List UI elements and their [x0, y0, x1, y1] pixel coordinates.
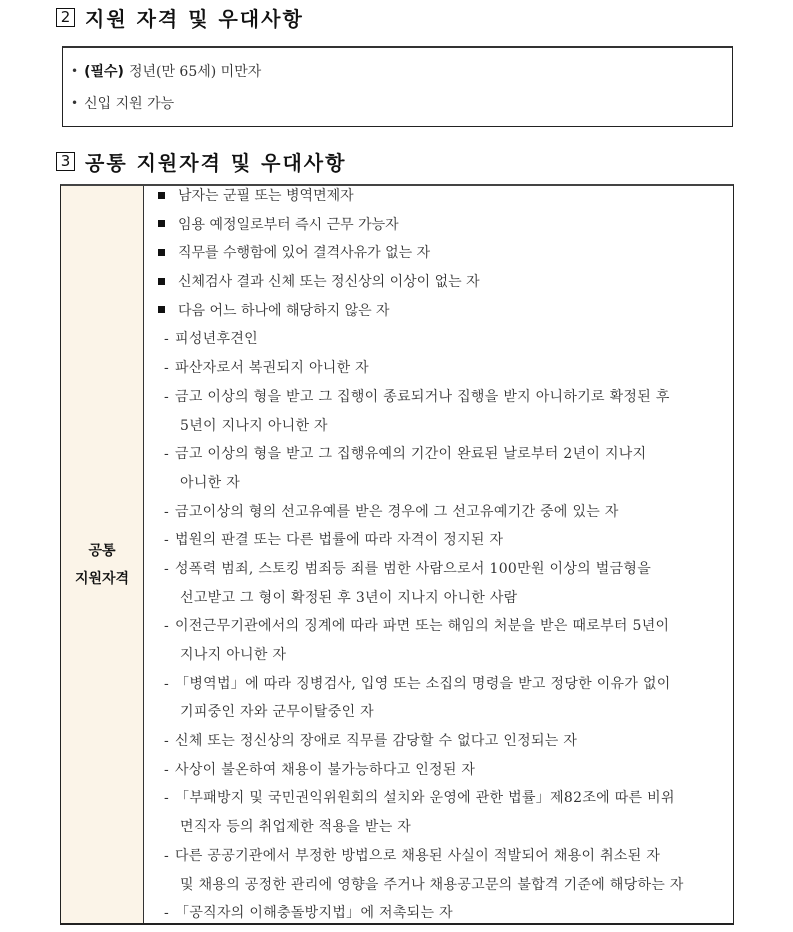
section-3-heading [56, 147, 346, 176]
item-text: 피성년후견인 [175, 331, 258, 348]
sub-item [144, 440, 733, 469]
section-title: 지원 자격 및 우대사항 [85, 7, 304, 31]
sub-item [144, 784, 733, 813]
section-2-heading [56, 3, 304, 32]
bullet-icon: • [71, 96, 79, 110]
section-number-box: 3 [56, 152, 75, 171]
list-item [144, 268, 733, 297]
item-text: 금고 이상의 형을 받고 그 집행이 종료되거나 집행을 받지 아니하기로 확정된 후 [175, 388, 670, 405]
item-text: 임용 예정일로부터 즉시 근무 가능자 [178, 216, 399, 233]
sub-item-continuation [144, 412, 733, 441]
dash-bullet-icon: - [164, 532, 170, 549]
dash-bullet-icon: - [164, 446, 170, 463]
sub-item [144, 526, 733, 555]
square-bullet-icon [158, 278, 165, 285]
section-number-box: 2 [56, 8, 75, 27]
dash-bullet-icon: - [164, 331, 170, 348]
sub-item [144, 842, 733, 871]
dash-bullet-icon: - [164, 733, 170, 750]
sub-item [144, 612, 733, 641]
item-text: 5년이 지나지 아니한 자 [180, 417, 328, 434]
item-text: 신체 또는 정신상의 장애로 직무를 감당할 수 없다고 인정되는 자 [175, 733, 578, 750]
sub-item [144, 498, 733, 527]
sub-item [144, 899, 733, 928]
table-content-cell [144, 186, 733, 923]
dash-bullet-icon: - [164, 503, 170, 520]
eligibility-box [62, 46, 733, 127]
item-text: 법원의 판결 또는 다른 법률에 따라 자격이 정지된 자 [175, 532, 504, 549]
item-text: 아니한 자 [180, 474, 241, 491]
list-item [144, 211, 733, 240]
sub-item-continuation [144, 469, 733, 498]
label-line-2: 지원자격 [74, 570, 130, 587]
item-text: 지나지 아니한 자 [180, 647, 287, 663]
square-bullet-icon [158, 220, 165, 227]
sub-item-continuation [144, 813, 733, 842]
square-bullet-icon [158, 249, 165, 256]
list-item [144, 239, 733, 268]
item-text: 사상이 불온하여 채용이 불가능하다고 인정된 자 [175, 761, 476, 778]
sub-item [144, 670, 733, 699]
dash-bullet-icon: - [164, 790, 170, 807]
eligibility-text: 정년(만 65세) 미만자 [128, 64, 262, 80]
sub-item [144, 756, 733, 785]
section-title: 공통 지원자격 및 우대사항 [85, 151, 347, 175]
sub-item-continuation [144, 698, 733, 727]
item-text: 남자는 군필 또는 병역면제자 [178, 188, 354, 204]
item-text: 다른 공공기관에서 부정한 방법으로 채용된 사실이 적발되어 채용이 취소된 자 [175, 847, 661, 864]
sub-item [144, 727, 733, 756]
list-item [144, 297, 733, 326]
item-text: 및 채용의 공정한 관리에 영향을 주거나 채용공고문의 불합격 기준에 해당하는 자 [180, 876, 684, 893]
eligibility-item [71, 61, 261, 81]
item-text: 기피중인 자와 군무이탈중인 자 [180, 704, 374, 721]
dash-bullet-icon: - [164, 560, 170, 577]
sub-item [144, 555, 733, 584]
dash-bullet-icon: - [164, 360, 170, 377]
item-text: 선고받고 그 형이 확정된 후 3년이 지나지 아니한 사람 [180, 589, 518, 606]
item-text: 성폭력 범죄, 스토킹 범죄등 죄를 범한 사람으로서 100만원 이상의 벌금형을 [175, 560, 652, 577]
item-text: 이전근무기관에서의 징계에 따라 파면 또는 해임의 처분을 받은 때로부터 5년이 [175, 618, 670, 635]
item-text: 금고이상의 형의 선고유예를 받은 경우에 그 선고유예기간 중에 있는 자 [175, 503, 619, 520]
sub-item [144, 354, 733, 383]
item-text: 금고 이상의 형을 받고 그 집행유예의 기간이 완료된 날로부터 2년이 지나지 [175, 446, 647, 463]
table-label-cell [61, 186, 144, 923]
dash-bullet-icon: - [164, 618, 170, 635]
item-text: 다음 어느 하나에 해당하지 않은 자 [178, 302, 390, 319]
sub-item-continuation [144, 584, 733, 613]
bullet-icon: • [71, 64, 79, 78]
item-text: 신체검사 결과 신체 또는 정신상의 이상이 없는 자 [178, 274, 480, 291]
item-text: 파산자로서 복권되지 아니한 자 [175, 360, 369, 377]
item-text: 면직자 등의 취업제한 적용을 받는 자 [180, 819, 412, 836]
sub-item [144, 383, 733, 412]
item-text: 「공직자의 이해충돌방지법」에 저촉되는 자 [175, 905, 453, 922]
sub-item-continuation [144, 871, 733, 900]
sub-item [144, 325, 733, 354]
label-line-1: 공통 [88, 542, 116, 559]
dash-bullet-icon: - [164, 905, 170, 922]
dash-bullet-icon: - [164, 847, 170, 864]
dash-bullet-icon: - [164, 761, 170, 778]
common-eligibility-table [60, 184, 734, 925]
item-text: 「부패방지 및 국민권익위원회의 설치와 운영에 관한 법률」제82조에 따른 비위 [175, 790, 675, 807]
list-item [144, 182, 733, 211]
eligibility-item [71, 93, 174, 113]
dash-bullet-icon: - [164, 675, 170, 692]
required-label: (필수) [84, 64, 124, 80]
item-text: 직무를 수행함에 있어 결격사유가 없는 자 [178, 245, 431, 262]
eligibility-text: 신입 지원 가능 [84, 96, 175, 112]
square-bullet-icon [158, 192, 165, 199]
sub-item-continuation [144, 641, 733, 670]
square-bullet-icon [158, 306, 165, 313]
item-text: 「병역법」에 따라 징병검사, 입영 또는 소집의 명령을 받고 정당한 이유가 없이 [175, 675, 671, 692]
dash-bullet-icon: - [164, 388, 170, 405]
